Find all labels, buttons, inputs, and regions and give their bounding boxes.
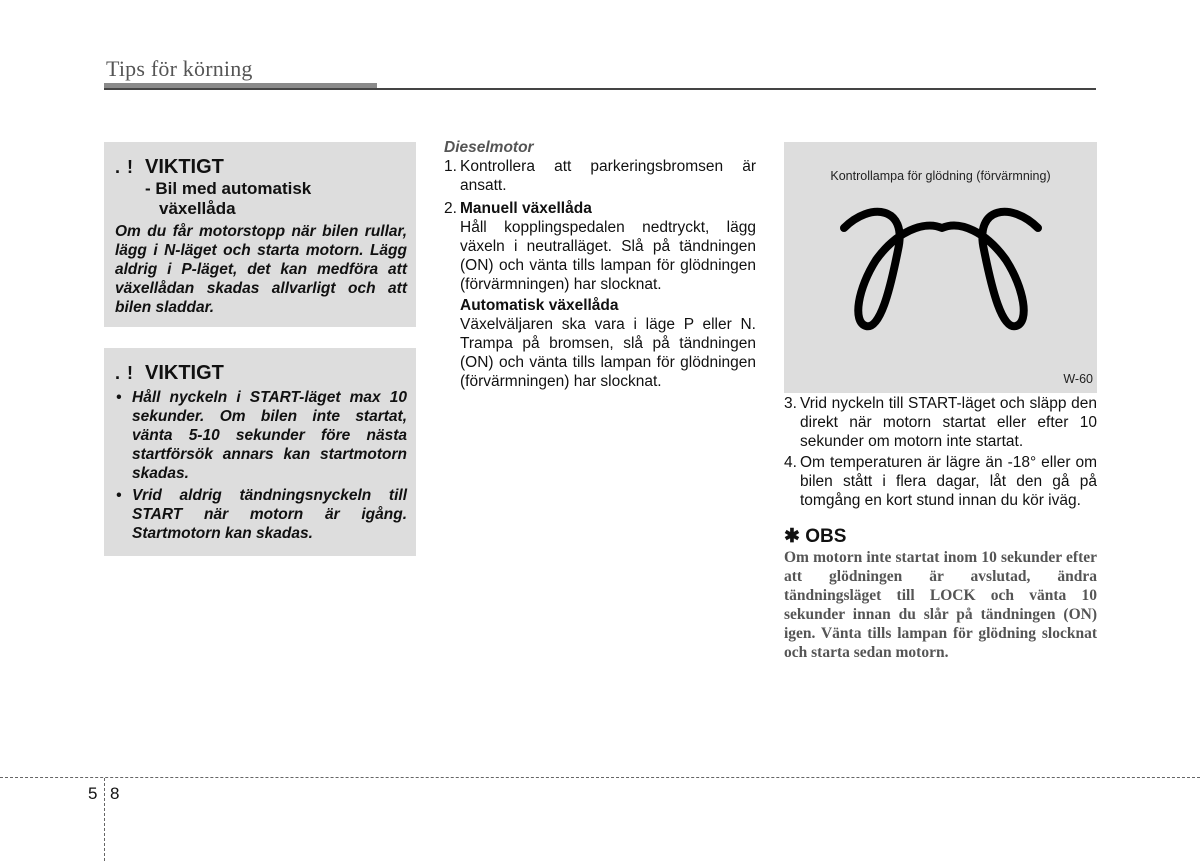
page-number: 8 <box>110 784 120 803</box>
step-text: Vrid nyckeln till START-läget och släpp den direkt när motorn startat eller efter 10 sekunder om motorn inte startat. <box>800 395 1097 450</box>
step-heading: Manuell växellåda <box>460 200 592 217</box>
warning-subtitle-line1: - Bil med automatisk <box>145 179 312 198</box>
warning-heading <box>115 362 407 385</box>
header-rule <box>104 88 1096 90</box>
bullet-text: Håll nyckeln i START-läget max 10 sekunder. Om bilen inte startat, vänta 5-10 sekunder före nästa startförsök annars kan startmotorn skadas. <box>132 389 407 482</box>
section-number: 5 <box>88 784 98 803</box>
glow-indicator-figure <box>784 142 1097 393</box>
manual-text: Håll kopplingspedalen nedtryckt, lägg växeln i neutralläget. Slå på tändningen (ON) och vänta tills lampan för glödningen (förvärmningen) har slocknat. <box>460 219 756 293</box>
obs-text: Om motorn inte startat inom 10 sekunder efter att glödningen är avslutad, ändra tändningsläget till LOCK och vänta 10 sekunder innan du slår på tändningen (ON) igen. Vänta tills lampan för glödning slocknat och starta sedan motorn. <box>784 549 1097 661</box>
warning-icon: . ! <box>115 157 134 177</box>
auto-heading: Automatisk växellåda <box>460 297 619 314</box>
step-number: 1. <box>444 158 457 175</box>
diesel-section <box>444 138 756 391</box>
warning-heading <box>115 156 407 179</box>
obs-icon: ✱ <box>784 526 800 547</box>
step-item <box>784 394 1097 451</box>
warning-subtitle <box>145 179 407 219</box>
obs-title: OBS <box>805 526 847 547</box>
figure-code: W-60 <box>1063 372 1093 386</box>
warning-bullet <box>115 486 407 543</box>
step-text: Kontrollera att parkeringsbromsen är ansatt. <box>460 158 756 194</box>
warning-text: Om du får motorstopp när bilen rullar, lägg i N-läget och starta motorn. Lägg aldrig i P-läget, det kan medföra att växellådan skadas allvarligt och att bilen sladdar. <box>115 223 407 316</box>
figure-caption: Kontrollampa för glödning (förvärmning) <box>830 169 1051 183</box>
step-item <box>784 453 1097 510</box>
step-number: 2. <box>444 200 457 217</box>
warning-bullet <box>115 388 407 483</box>
glow-plug-indicator-icon <box>836 200 1046 340</box>
warning-title: VIKTIGT <box>145 362 224 384</box>
bullet-dot: • <box>116 487 122 504</box>
bullet-dot: • <box>116 389 122 406</box>
auto-text: Växelväljaren ska vara i läge P eller N. Trampa på bromsen, slå på tändningen (ON) och vänta tills lampan för glödningen (förvärmningen) har slocknat. <box>460 316 756 390</box>
step-item <box>444 157 756 195</box>
step-text: Om temperaturen är lägre än -18° eller om bilen stått i flera dagar, låt den gå på tomgång en kort stund innan du kör iväg. <box>800 454 1097 509</box>
page-header-title: Tips för körning <box>106 56 253 81</box>
step-number: 4. <box>784 454 797 471</box>
warning-box-automatic <box>104 142 416 327</box>
step-item <box>444 199 756 218</box>
steps-section <box>784 394 1097 662</box>
footer-divider <box>0 777 1200 778</box>
section-title: Dieselmotor <box>444 139 534 156</box>
warning-title: VIKTIGT <box>145 156 224 178</box>
footer-vertical-divider <box>104 778 105 861</box>
obs-heading <box>784 526 1097 548</box>
bullet-text: Vrid aldrig tändningsnyckeln till START när motorn är igång. Startmotorn kan skadas. <box>132 487 407 542</box>
warning-icon: . ! <box>115 363 134 383</box>
warning-subtitle-line2: växellåda <box>159 199 236 218</box>
step-number: 3. <box>784 395 797 412</box>
warning-box-start <box>104 348 416 556</box>
